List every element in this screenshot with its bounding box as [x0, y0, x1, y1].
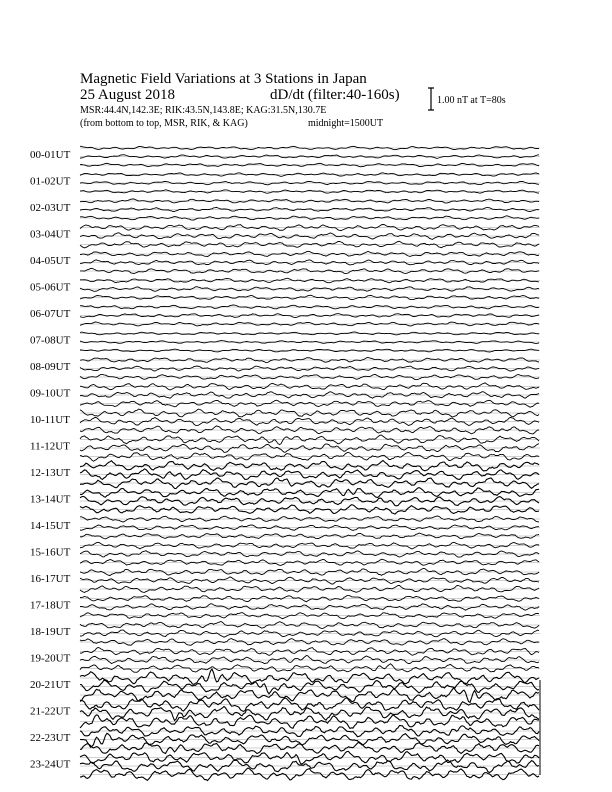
hour-label: 21-22UT: [30, 705, 71, 718]
station-coordinates: MSR:44.4N,142.3E; RIK:43.5N,143.8E; KAG:31.5N,130.7E: [80, 105, 327, 116]
chart-filter: dD/dt (filter:40-160s): [270, 87, 400, 103]
hour-label: 18-19UT: [30, 626, 71, 638]
station-order-note: (from bottom to top, MSR, RIK, & KAG): [80, 118, 248, 129]
hour-label: 17-18UT: [30, 599, 71, 612]
trace-msr: [80, 400, 539, 407]
trace-rik: [80, 680, 539, 694]
hour-label: 00-01UT: [30, 149, 71, 161]
trace-kag: [80, 751, 539, 764]
scale-label: 1.00 nT at T=80s: [437, 95, 506, 106]
trace-rik: [80, 469, 539, 480]
hour-label: 11-12UT: [30, 440, 70, 453]
trace-kag: [80, 435, 539, 445]
hour-label: 16-17UT: [30, 573, 71, 585]
hour-label: 19-20UT: [30, 652, 71, 665]
hour-label: 02-03UT: [30, 202, 71, 214]
hour-label: 08-09UT: [30, 361, 71, 373]
hour-label: 12-13UT: [30, 467, 71, 479]
hour-label: 05-06UT: [30, 281, 71, 294]
hour-label: 04-05UT: [30, 255, 71, 267]
hour-label: 13-14UT: [30, 493, 71, 506]
trace-msr: [80, 452, 539, 461]
chart-date: 25 August 2018: [80, 87, 176, 103]
trace-msr: [80, 664, 539, 673]
hour-label: 14-15UT: [30, 520, 71, 532]
hour-label: 15-16UT: [30, 546, 71, 559]
midnight-note: midnight=1500UT: [308, 118, 384, 129]
trace-rik: [80, 341, 539, 344]
hour-label: 07-08UT: [30, 334, 71, 347]
hour-label: 10-11UT: [30, 414, 70, 426]
trace-msr: [80, 768, 539, 781]
chart-title: Magnetic Field Variations at 3 Stations in Japan: [80, 71, 367, 87]
trace-rik: [80, 760, 539, 773]
hour-label: 23-24UT: [30, 758, 71, 771]
hour-label: 01-02UT: [30, 175, 71, 188]
trace-kag: [80, 461, 539, 471]
trace-kag: [80, 173, 539, 177]
hour-label: 09-10UT: [30, 387, 71, 400]
hour-label: 06-07UT: [30, 308, 71, 320]
trace-msr: [80, 478, 539, 489]
trace-rik: [80, 314, 539, 318]
hour-label: 03-04UT: [30, 228, 71, 241]
trace-kag: [80, 669, 539, 684]
trace-msr: [80, 742, 539, 754]
hour-label: 20-21UT: [30, 679, 71, 691]
hour-label: 22-23UT: [30, 732, 71, 744]
trace-rik: [80, 656, 539, 664]
scale-bar: [428, 88, 434, 110]
trace-rik: [80, 707, 539, 721]
